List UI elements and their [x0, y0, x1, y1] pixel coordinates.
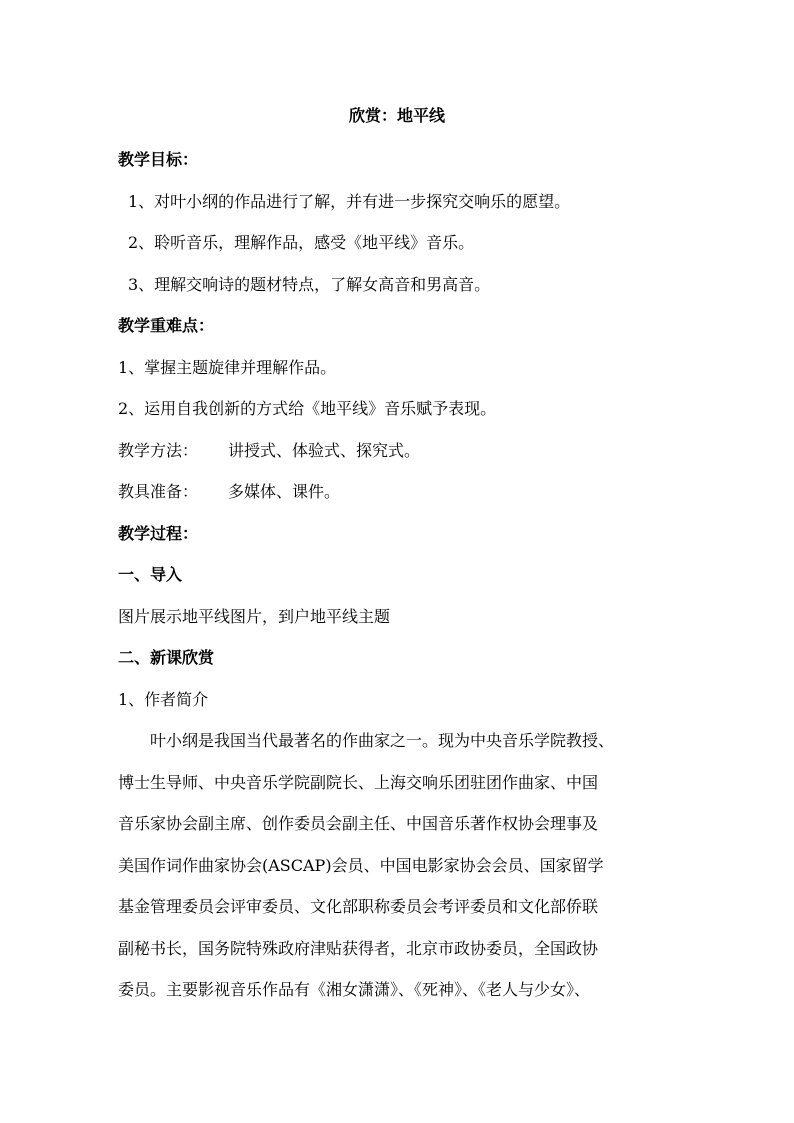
bio-line-4: 美国作词作曲家协会(ASCAP)会员、中国电影家协会会员、国家留学	[118, 856, 604, 875]
bio-line-2: 博士生导师、中央音乐学院副院长、上海交响乐团驻团作曲家、中国	[118, 773, 599, 792]
goal-item-2: 2、聆听音乐，理解作品，感受《地平线》音乐。	[128, 233, 475, 252]
goals-heading: 教学目标：	[118, 150, 199, 169]
bio-line-5: 基金管理委员会评审委员、文化部职称委员会考评委员和文化部侨联	[118, 897, 599, 916]
key-points-heading: 教学重难点：	[118, 316, 215, 335]
teaching-method-label: 教学方法：	[118, 441, 199, 460]
bio-line-7: 委员。主要影视音乐作品有《湘女潇潇》、《死神》、《老人与少女》、	[118, 980, 591, 999]
bio-line-6: 副秘书长，国务院特殊政府津贴获得者，北京市政协委员，全国政协	[118, 939, 599, 958]
teaching-prep-value: 多媒体、课件。	[228, 482, 341, 501]
section1-text: 图片展示地平线图片，到户地平线主题	[118, 607, 391, 626]
page-title: 欣赏：地平线	[348, 106, 445, 125]
goal-item-3: 3、理解交响诗的题材特点，了解女高音和男高音。	[128, 275, 491, 294]
section2-subheading: 1、作者简介	[118, 690, 209, 709]
section1-heading: 一、导入	[118, 565, 183, 584]
key-point-item-1: 1、掌握主题旋律并理解作品。	[118, 358, 337, 377]
process-heading: 教学过程：	[118, 524, 199, 543]
teaching-method	[118, 441, 420, 461]
section2-heading: 二、新课欣赏	[118, 648, 215, 667]
teaching-prep	[118, 482, 340, 502]
bio-line-3: 音乐家协会副主席、创作委员会副主任、中国音乐著作权协会理事及	[118, 814, 599, 833]
teaching-method-value: 讲授式、体验式、探究式。	[228, 441, 421, 460]
teaching-prep-label: 教具准备：	[118, 482, 199, 501]
key-point-item-2: 2、运用自我创新的方式给《地平线》音乐赋予表现。	[118, 399, 497, 418]
bio-line-1: 叶小纲是我国当代最著名的作曲家之一。现为中央音乐学院教授、	[150, 731, 615, 750]
goal-item-1: 1、对叶小纲的作品进行了解，并有进一步探究交响乐的愿望。	[128, 192, 571, 211]
